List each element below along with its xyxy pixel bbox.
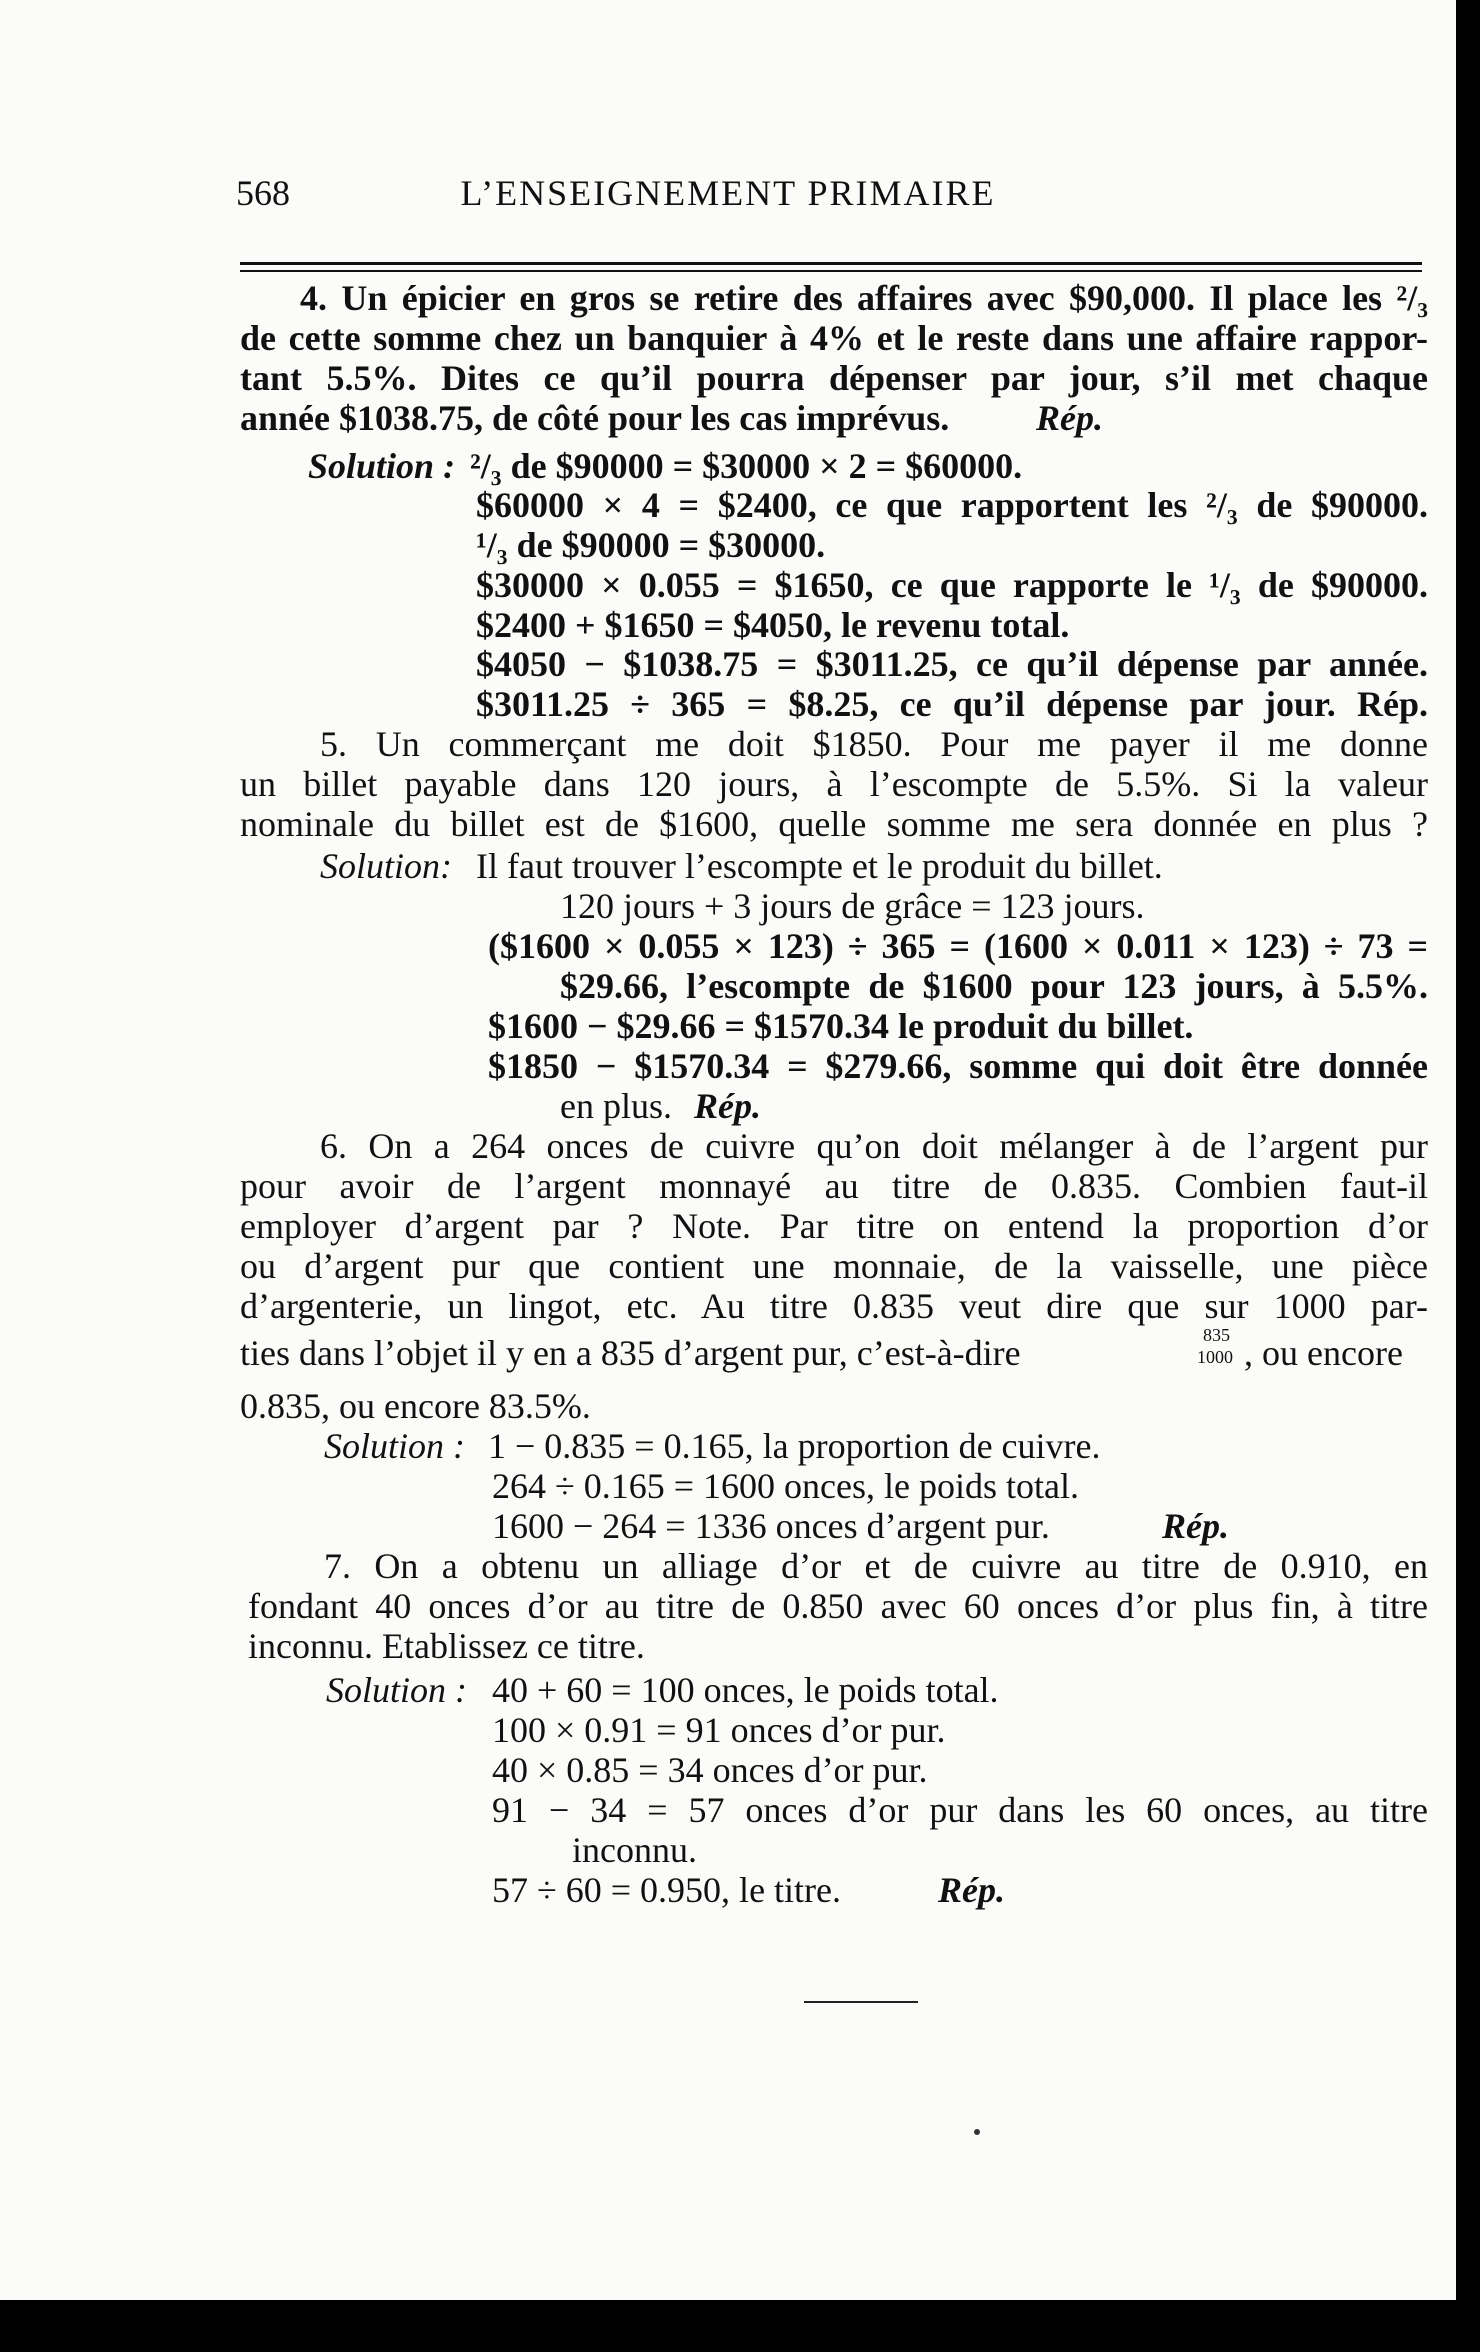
end-rule xyxy=(804,2001,918,2003)
text-line: année $1038.75, de côté pour les cas imprévus. xyxy=(240,398,950,438)
text-line: $29.66, l’escompte de $1600 pour 123 jours, à 5.5%. xyxy=(560,966,1428,1006)
text-line: ties dans l’objet il y en a 835 d’argent pur, c’est-à-dire xyxy=(240,1333,1021,1373)
text-line: Rép. xyxy=(938,1870,1005,1910)
text-line: 5. Un commerçant me doit $1850. Pour me payer il me donne xyxy=(320,724,1428,764)
text-line: $30000 × 0.055 = $1650, ce que rapporte le ¹/₃ de $90000. xyxy=(476,565,1428,605)
text-line: pour avoir de l’argent monnayé au titre de 0.835. Combien faut-il xyxy=(240,1166,1428,1206)
text-line: 57 ÷ 60 = 0.950, le titre. xyxy=(492,1870,842,1910)
header-rule-thick xyxy=(240,262,1422,265)
text-line: Solution: xyxy=(320,846,452,886)
text-line: ($1600 × 0.055 × 123) ÷ 365 = (1600 × 0.011 × 123) ÷ 73 = xyxy=(488,926,1428,966)
page-number: 568 xyxy=(236,173,290,213)
text-line: employer d’argent par ? Note. Par titre on entend la proportion d’or xyxy=(240,1206,1428,1246)
text-line: inconnu. Etablissez ce titre. xyxy=(248,1626,645,1666)
header-rule-thin xyxy=(240,270,1422,272)
text-line: Rép. xyxy=(694,1086,761,1126)
text-line: 7. On a obtenu un alliage d’or et de cuivre au titre de 0.910, en xyxy=(324,1546,1428,1586)
text-line: Rép. xyxy=(1036,398,1103,438)
text-line: $2400 + $1650 = $4050, le revenu total. xyxy=(476,605,1070,645)
text-line: fondant 40 onces d’or au titre de 0.850 avec 60 onces d’or plus fin, à titre xyxy=(248,1586,1428,1626)
text-line: , ou encore xyxy=(1244,1333,1403,1373)
text-line: ²/₃ de $90000 = $30000 × 2 = $60000. xyxy=(470,446,1023,486)
scan-edge xyxy=(1456,0,1480,2352)
text-line: 1600 − 264 = 1336 onces d’argent pur. xyxy=(492,1506,1050,1546)
text-line: $1850 − $1570.34 = $279.66, somme qui doit être donnée xyxy=(488,1046,1428,1086)
text-line: 40 × 0.85 = 34 onces d’or pur. xyxy=(492,1750,928,1790)
text-line: Il faut trouver l’escompte et le produit du billet. xyxy=(476,846,1163,886)
text-line: 120 jours + 3 jours de grâce = 123 jours. xyxy=(560,886,1145,926)
text-line: Solution : xyxy=(326,1670,467,1710)
stray-mark xyxy=(974,2129,980,2135)
text-line: Solution : xyxy=(324,1426,465,1466)
text-line: 835 xyxy=(1203,1325,1230,1345)
text-line: ou d’argent pur que contient une monnaie, de la vaisselle, une pièce xyxy=(240,1246,1428,1286)
text-line: d’argenterie, un lingot, etc. Au titre 0.835 veut dire que sur 1000 par- xyxy=(240,1286,1428,1326)
text-line: $1600 − $29.66 = $1570.34 le produit du billet. xyxy=(488,1006,1194,1046)
text-line: un billet payable dans 120 jours, à l’escompte de 5.5%. Si la valeur xyxy=(240,764,1428,804)
text-line: ¹/₃ de $90000 = $30000. xyxy=(476,525,826,565)
text-line: 0.835, ou encore 83.5%. xyxy=(240,1386,591,1426)
running-title: L’ENSEIGNEMENT PRIMAIRE xyxy=(460,173,996,213)
text-line: 1 − 0.835 = 0.165, la proportion de cuivre. xyxy=(488,1426,1101,1466)
text-line: 100 × 0.91 = 91 onces d’or pur. xyxy=(492,1710,946,1750)
text-line: inconnu. xyxy=(572,1830,697,1870)
text-line: 4. Un épicier en gros se retire des affaires avec $90,000. Il place les ²/₃ xyxy=(300,278,1428,318)
text-line: en plus. xyxy=(560,1086,672,1126)
text-line: tant 5.5%. Dites ce qu’il pourra dépenser par jour, s’il met chaque xyxy=(240,358,1428,398)
text-line: 264 ÷ 0.165 = 1600 onces, le poids total. xyxy=(492,1466,1080,1506)
text-line: Solution : xyxy=(308,446,456,486)
text-line: Rép. xyxy=(1162,1506,1229,1546)
text-line: nominale du billet est de $1600, quelle somme me sera donnée en plus ? xyxy=(240,804,1428,844)
text-line: $4050 − $1038.75 = $3011.25, ce qu’il dépense par année. xyxy=(476,644,1428,684)
text-line: de cette somme chez un banquier à 4% et le reste dans une affaire rappor- xyxy=(240,318,1428,358)
text-line: 40 + 60 = 100 onces, le poids total. xyxy=(492,1670,999,1710)
text-line: 6. On a 264 onces de cuivre qu’on doit mélanger à de l’argent pur xyxy=(320,1126,1428,1166)
page-header xyxy=(0,172,1456,212)
text-line: 1000 xyxy=(1197,1347,1233,1367)
text-line: $3011.25 ÷ 365 = $8.25, ce qu’il dépense par jour. Rép. xyxy=(476,684,1428,724)
text-line: $60000 × 4 = $2400, ce que rapportent les ²/₃ de $90000. xyxy=(476,485,1428,525)
text-line: 91 − 34 = 57 onces d’or pur dans les 60 onces, au titre xyxy=(492,1790,1428,1830)
